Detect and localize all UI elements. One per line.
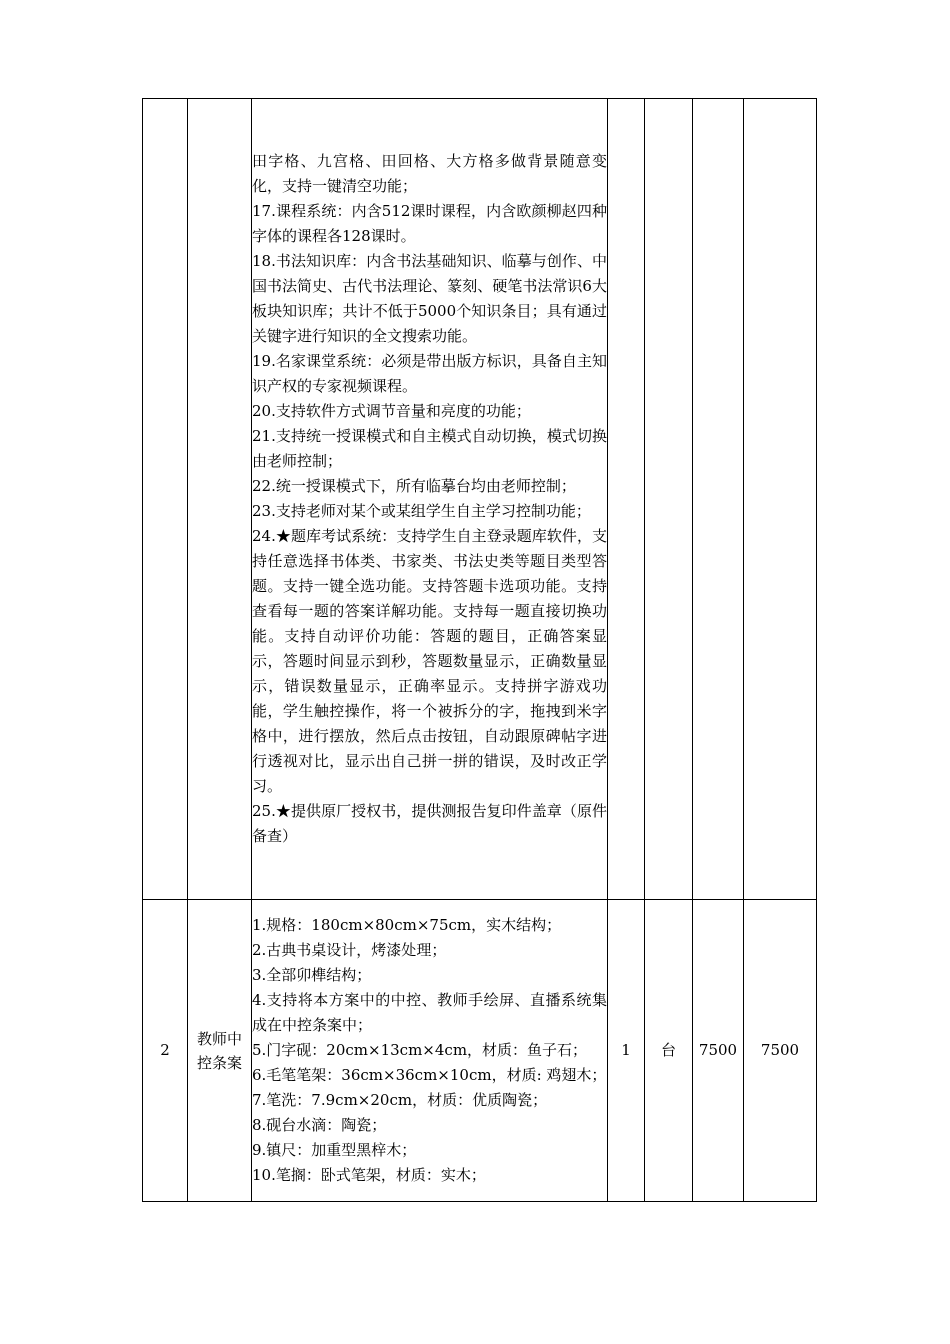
item-name-line: 教师中 (196, 1029, 242, 1048)
total-price-cell: 7500 (744, 900, 817, 1202)
spec-line: 田字格、九宫格、田回格、大方格多做背景随意变化，支持一键清空功能； (252, 152, 607, 195)
item-name-line: 控条案 (196, 1053, 242, 1072)
spec-line: 22.统一授课模式下，所有临摹台均由老师控制； (252, 477, 576, 495)
table-row (143, 900, 817, 1202)
table-row (143, 99, 817, 900)
spec-line: 20.支持软件方式调节音量和亮度的功能； (252, 402, 531, 420)
spec-cell (252, 900, 608, 1202)
spec-line: 1.规格：180cm×80cm×75cm，实木结构； (252, 916, 562, 934)
spec-line: 19.名家课堂系统：必须是带出版方标识，具备自主知识产权的专家视频课程。 (252, 352, 607, 395)
spec-line: 24.★题库考试系统：支持学生自主登录题库软件，支持任意选择书体类、书家类、书法史类等题目类型答题。支持一键全选功能。支持答题卡选项功能。支持查看每一题的答案详解功能。支持每一题直接切换功能。支持自动评价功能：答题的题目，正确答案显示，答题时间显示到秒，答题数量显示，正确数量显示，错误数量显示，正确率显示。支持拼字游戏功能，学生触控操作，将一个被拆分的字，拖拽到米字格中，进行摆放，然后点击按钮，自动跟原碑帖字进行透视对比，显示出自己拼一拼的错误，及时改正学习。 (252, 527, 607, 795)
spec-cell (252, 99, 608, 900)
unit-cell: 台 (645, 900, 693, 1202)
spec-line: 18.书法知识库：内含书法基础知识、临摹与创作、中国书法简史、古代书法理论、篆刻、硬笔书法常识6大板块知识库；共计不低于5000个知识条目；具有通过关键字进行知识的全文搜索功能。 (252, 252, 607, 345)
item-number-cell: 2 (143, 900, 188, 1202)
spec-line: 8.砚台水滴：陶瓷； (252, 1116, 387, 1134)
total-price-cell (744, 99, 817, 900)
spec-line: 25.★提供原厂授权书，提供测报告复印件盖章（原件备查） (252, 802, 607, 845)
spec-line: 6.毛笔笔架：36cm×36cm×10cm，材质: 鸡翅木； (252, 1066, 607, 1084)
spec-line: 7.笔洗：7.9cm×20cm，材质：优质陶瓷； (252, 1091, 548, 1109)
item-number-cell (143, 99, 188, 900)
spec-line: 21.支持统一授课模式和自主模式自动切换，模式切换由老师控制； (252, 427, 607, 470)
equipment-spec-table (142, 98, 817, 1202)
spec-line: 5.门字砚：20cm×13cm×4cm，材质：鱼子石； (252, 1041, 588, 1059)
spec-line: 4.支持将本方案中的中控、教师手绘屏、直播系统集成在中控条案中； (252, 991, 607, 1034)
spec-line: 17.课程系统：内含512课时课程，内含欧颜柳赵四种字体的课程各128课时。 (252, 202, 607, 245)
item-name-cell (188, 99, 252, 900)
spec-line: 10.笔搁：卧式笔架，材质：实木； (252, 1166, 486, 1184)
item-name-cell (188, 900, 252, 1202)
spec-line: 9.镇尺：加重型黑梓木； (252, 1141, 417, 1159)
quantity-cell (608, 99, 645, 900)
spec-line: 3.全部卯榫结构； (252, 966, 372, 984)
unit-price-cell (693, 99, 744, 900)
unit-cell (645, 99, 693, 900)
quantity-cell: 1 (608, 900, 645, 1202)
unit-price-cell: 7500 (693, 900, 744, 1202)
spec-line: 2.古典书桌设计，烤漆处理； (252, 941, 447, 959)
spec-line: 23.支持老师对某个或某组学生自主学习控制功能； (252, 502, 591, 520)
